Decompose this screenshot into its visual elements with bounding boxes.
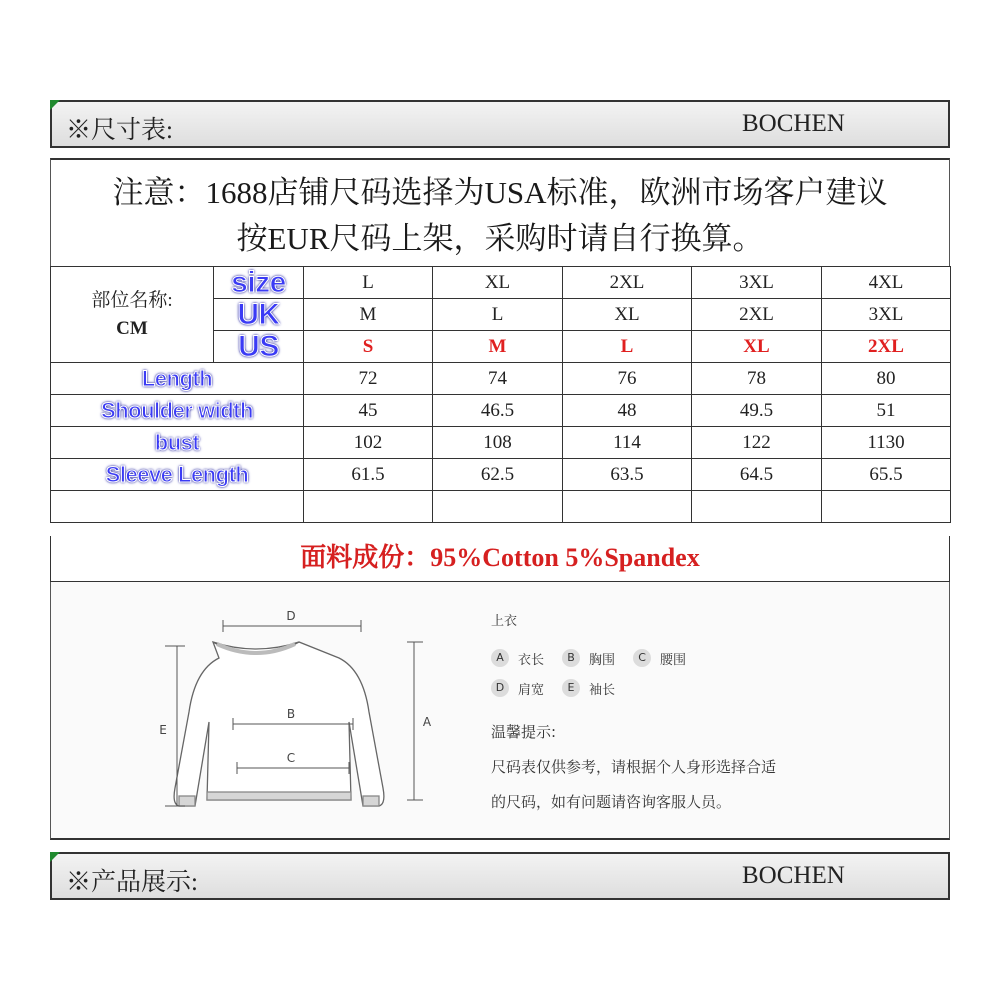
label-b: B (286, 707, 296, 721)
legend-line-1 (491, 643, 776, 673)
measurement-cell: 80 (822, 363, 951, 395)
measurement-cell: 49.5 (692, 395, 822, 427)
label-c: C (286, 751, 296, 765)
legend-text: 衣长 (518, 652, 545, 668)
us-cell: 2XL (822, 331, 951, 363)
measurement-row-shoulder (51, 395, 951, 427)
notice-line-1: 注意：1688店铺尺码选择为USA标准，欧洲市场客户建议 (112, 175, 888, 210)
measurement-cell: 114 (563, 427, 692, 459)
product-display-title: ※产品展示: (66, 869, 198, 896)
empty-cell (304, 491, 433, 523)
unit-label: CM (116, 317, 148, 339)
uk-cell: 2XL (692, 299, 822, 331)
measurement-label: Sleeve Length (105, 461, 249, 487)
brand-name: BOCHEN (742, 110, 845, 137)
measurement-legend (491, 610, 776, 812)
measurement-cell: 61.5 (304, 459, 433, 491)
size-chart-header (50, 100, 950, 148)
legend-item (491, 679, 544, 698)
empty-cell (51, 491, 304, 523)
measurement-cell: 64.5 (692, 459, 822, 491)
measurement-cell: 51 (822, 395, 951, 427)
empty-cell (433, 491, 563, 523)
measurement-cell: 48 (563, 395, 692, 427)
measurement-cell: 45 (304, 395, 433, 427)
measurement-cell: 72 (304, 363, 433, 395)
us-tag: US (238, 329, 279, 363)
legend-item (562, 679, 615, 698)
legend-heading: 上衣 (491, 614, 518, 629)
tip-title: 温馨提示: (491, 723, 557, 741)
uk-tag: UK (237, 297, 280, 331)
size-tag: size (231, 265, 286, 299)
brand-name: BOCHEN (742, 862, 845, 889)
label-e: E (159, 723, 167, 737)
part-name-cell (51, 267, 214, 363)
measurement-label-cell (51, 363, 304, 395)
uk-cell: 3XL (822, 299, 951, 331)
measurement-cell: 102 (304, 427, 433, 459)
legend-key: B (562, 649, 580, 667)
uk-tag-cell (214, 299, 304, 331)
uk-cell: M (304, 299, 433, 331)
measurement-row-sleeve (51, 459, 951, 491)
corner-mark (50, 852, 60, 862)
size-cell: XL (433, 267, 563, 299)
size-chart-title: ※尺寸表: (66, 117, 173, 144)
product-display-header (50, 852, 950, 900)
size-tag-cell (214, 267, 304, 299)
empty-cell (822, 491, 951, 523)
notice-line-2: 按EUR尺码上架，采购时请自行换算。 (236, 221, 764, 256)
size-chart-sheet (50, 100, 950, 898)
measurement-cell: 63.5 (563, 459, 692, 491)
measurement-cell: 78 (692, 363, 822, 395)
size-cell: 4XL (822, 267, 951, 299)
measurement-diagram-section (50, 582, 950, 840)
measurement-cell: 74 (433, 363, 563, 395)
sweater-diagram (101, 592, 431, 842)
legend-item (562, 649, 615, 668)
size-table (50, 266, 951, 523)
legend-text: 胸围 (589, 652, 616, 668)
measurement-cell: 108 (433, 427, 563, 459)
part-name-label: 部位名称: (91, 289, 173, 311)
sizing-notice (50, 158, 950, 266)
size-cell: L (304, 267, 433, 299)
legend-line-2 (491, 673, 776, 703)
label-d: D (286, 609, 296, 623)
label-a: A (422, 715, 431, 729)
measurement-label: Length (141, 365, 213, 391)
legend-key: A (491, 649, 509, 667)
size-cell: 2XL (563, 267, 692, 299)
legend-text: 腰围 (660, 652, 687, 668)
us-tag-cell (214, 331, 304, 363)
fabric-composition: 面料成份：95%Cotton 5%Spandex (50, 536, 950, 582)
legend-item (633, 649, 686, 668)
measurement-cell: 122 (692, 427, 822, 459)
measurement-cell: 76 (563, 363, 692, 395)
empty-cell (563, 491, 692, 523)
measurement-label: Shoulder width (101, 397, 253, 423)
legend-key: E (562, 679, 580, 697)
uk-cell: L (433, 299, 563, 331)
measurement-label-cell (51, 459, 304, 491)
legend-item (491, 649, 544, 668)
tip-line-2: 的尺码，如有问题请咨询客服人员。 (491, 793, 732, 811)
us-cell: XL (692, 331, 822, 363)
measurement-label-cell (51, 427, 304, 459)
us-cell: L (563, 331, 692, 363)
tip-line-1: 尺码表仅供参考，请根据个人身形选择合适 (491, 758, 777, 776)
corner-mark (50, 100, 60, 110)
us-cell: M (433, 331, 563, 363)
legend-key: D (491, 679, 509, 697)
measurement-label: bust (154, 429, 200, 455)
legend-text: 袖长 (589, 682, 616, 698)
measurement-cell: 46.5 (433, 395, 563, 427)
uk-cell: XL (563, 299, 692, 331)
measurement-row-bust (51, 427, 951, 459)
empty-row (51, 491, 951, 523)
measurement-label-cell (51, 395, 304, 427)
size-row (51, 267, 951, 299)
measurement-row-length (51, 363, 951, 395)
measurement-cell: 1130 (822, 427, 951, 459)
legend-key: C (633, 649, 651, 667)
legend-text: 肩宽 (518, 682, 545, 698)
empty-cell (692, 491, 822, 523)
measurement-cell: 65.5 (822, 459, 951, 491)
us-cell: S (304, 331, 433, 363)
measurement-cell: 62.5 (433, 459, 563, 491)
size-cell: 3XL (692, 267, 822, 299)
